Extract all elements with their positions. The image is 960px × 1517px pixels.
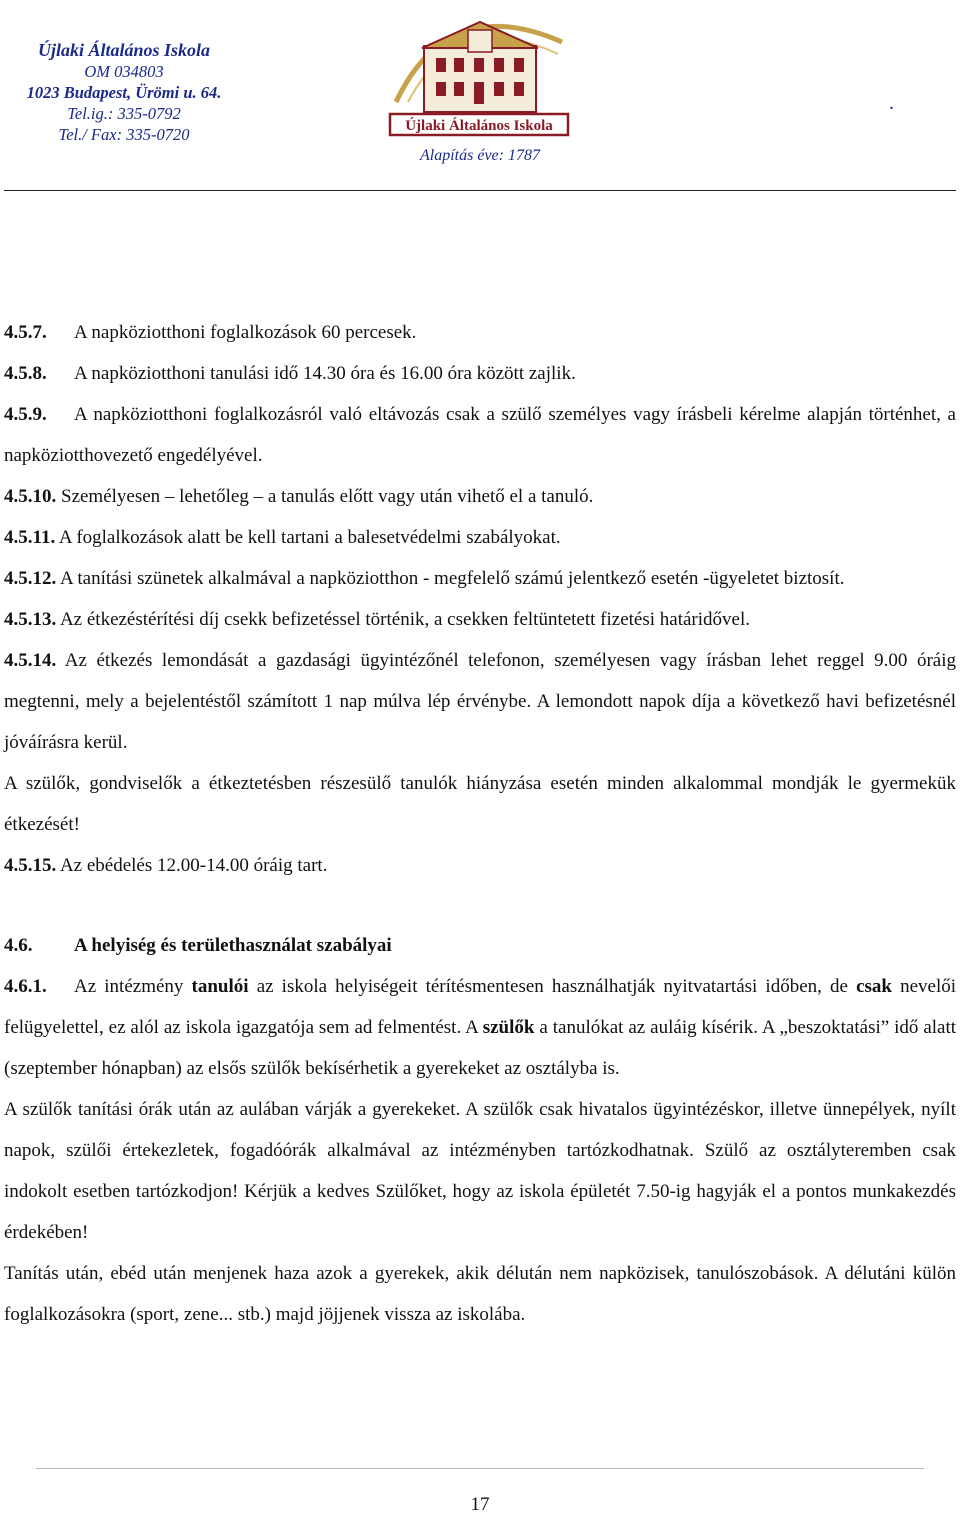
item-text: Az intézmény — [74, 976, 184, 997]
item-number: 4.5.13. — [4, 609, 57, 630]
fax-number: Tel./ Fax: 335-0720 — [58, 125, 190, 144]
item-text: A napköziotthoni foglalkozások 60 percesek. — [74, 322, 417, 343]
item-number: 4.6.1. — [4, 976, 47, 997]
after-school-paragraph: Tanítás után, ebéd után menjenek haza azok a gyerekek, akik délután nem napközisek, tanulószobások. A délutáni külön foglalkozásokra (sport, zene... stb.) majd jöjjenek vissza az iskolába. — [4, 1263, 956, 1325]
school-name: Újlaki Általános Iskola — [37, 40, 211, 60]
item-number: 4.5.8. — [4, 363, 47, 384]
footer-divider — [36, 1468, 924, 1469]
emphasis: tanulói — [191, 976, 249, 997]
emphasis: csak — [856, 976, 892, 997]
item-number: 4.5.12. — [4, 568, 57, 589]
item-text: A tanítási szünetek alkalmával a napköziotthon - megfelelő számú jelentkező esetén -ügyeletet biztosít. — [59, 568, 845, 589]
item-text: Az ebédelés 12.00-14.00 óráig tart. — [59, 855, 328, 876]
parents-rules-paragraph: A szülők tanítási órák után az aulában várják a gyerekeket. A szülők csak hivatalos ügyintézéskor, illetve ünnepélyek, nyílt napok, szülői értekezletek, fogadóórák alkalmával az intézményben tartózkodhatnak. Szülő az osztályteremben csak indokolt esetben tartózkodjon! Kérjük a kedves Szülőket, hogy az iskola épületét 7.50-ig hagyják el a pontos munkakezdés érdekében! — [4, 1099, 956, 1243]
item-text: a tanulókat az auláig kísérik. A „beszoktatási” idő alatt (szeptember hónapban) az elsős szülők bekísérhetik a gyerekeket az osztályba is. — [4, 1017, 957, 1079]
list-item — [4, 394, 956, 476]
item-text: Személyesen – lehetőleg – a tanulás előtt vagy után vihető el a tanuló. — [61, 486, 594, 507]
item-number: 4.5.7. — [4, 322, 47, 343]
item-text: A napköziotthoni foglalkozásról való eltávozás csak a szülő személyes vagy írásbeli kérelme alapján történhet, a napköziotthovezető engedélyével. — [4, 404, 956, 466]
logo-caption: Újlaki Általános Iskola — [405, 118, 553, 134]
list-item — [4, 640, 956, 763]
list-item — [4, 966, 956, 1089]
item-number: 4.5.11. — [4, 527, 56, 548]
item-text: az iskola helyiségeit térítésmentesen használhatják nyitvatartási időben, de — [256, 976, 848, 997]
list-item — [4, 845, 956, 886]
founding-year: Alapítás éve: 1787 — [420, 147, 540, 164]
emphasis: szülők — [482, 1017, 535, 1038]
page-number: 17 — [470, 1494, 490, 1515]
school-address: 1023 Budapest, Ürömi u. 64. — [26, 83, 222, 102]
letterhead-left — [4, 40, 244, 145]
header-dot: . — [889, 92, 894, 114]
list-item — [4, 558, 956, 599]
list-item — [4, 476, 956, 517]
section-title: A helyiség és területhasználat szabályai — [74, 935, 392, 956]
header-divider — [4, 190, 956, 191]
section-heading — [4, 925, 956, 966]
item-text: Az étkezés lemondását a gazdasági ügyintézőnél telefonon, személyesen vagy írásban lehet reggel 9.00 óráig megtenni, mely a bejelentéstől számított 1 nap múlva lép érvénybe. A lemondott napok díja a következő havi befizetésnél jóváírásra kerül. — [4, 650, 957, 753]
section-number: 4.6. — [4, 935, 33, 956]
list-item — [4, 353, 956, 394]
item-text: A foglalkozások alatt be kell tartani a balesetvédelmi szabályokat. — [58, 527, 561, 548]
item-number: 4.5.9. — [4, 404, 47, 425]
item-text: nevelői felügyelettel, ez alól az iskola igazgatója sem ad felmentést. A — [4, 976, 957, 1038]
list-item — [4, 599, 956, 640]
item-number: 4.5.10. — [4, 486, 57, 507]
school-logo-icon — [388, 2, 570, 137]
item-number: 4.5.14. — [4, 650, 57, 671]
spacer — [4, 886, 956, 925]
list-item — [4, 517, 956, 558]
list-item — [4, 312, 956, 353]
document-body — [4, 312, 956, 1335]
item-text: Az étkezéstérítési díj csekk befizetéssel történik, a csekken feltüntetett fizetési határidővel. — [59, 609, 750, 630]
om-number: OM 034803 — [84, 62, 164, 81]
parents-absence-paragraph: A szülők, gondviselők a étkeztetésben részesülő tanulók hiányzása esetén minden alkalommal mondják le gyermekük étkezését! — [4, 773, 956, 835]
item-number: 4.5.15. — [4, 855, 57, 876]
phone-number: Tel.ig.: 335-0792 — [67, 104, 181, 123]
item-text: A napköziotthoni tanulási idő 14.30 óra és 16.00 óra között zajlik. — [74, 363, 576, 384]
